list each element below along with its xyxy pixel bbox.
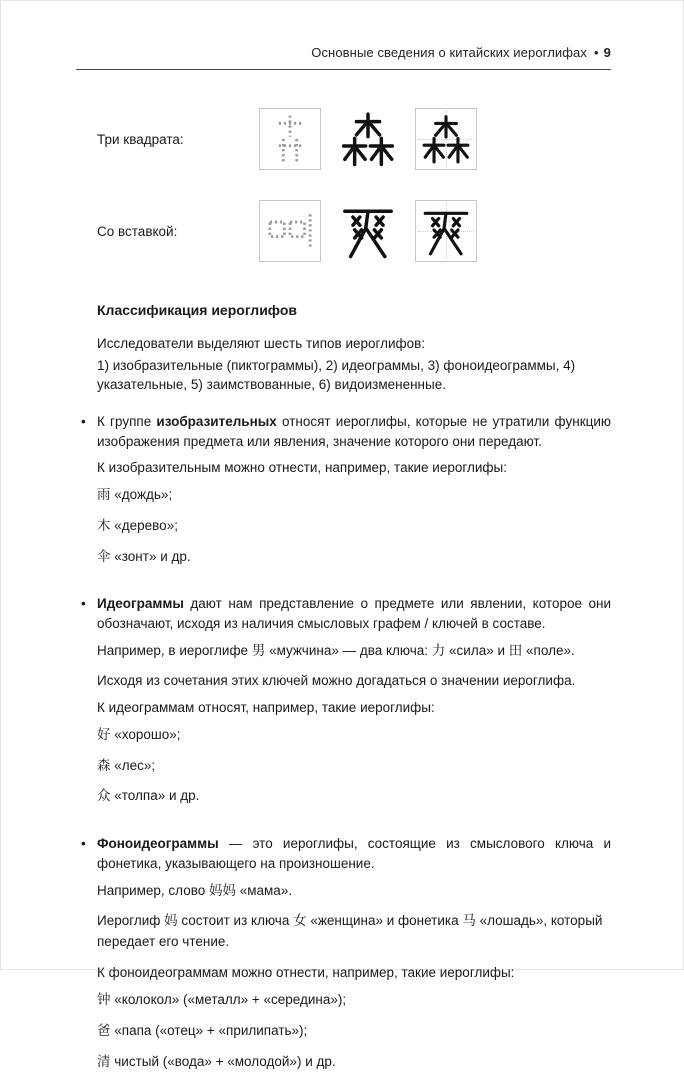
running-head bbox=[76, 45, 611, 69]
character-grid-box bbox=[415, 200, 477, 262]
hanzi-shuang-glyph bbox=[337, 200, 399, 262]
example-label: Со вставкой: bbox=[97, 223, 178, 239]
intro-type-list: 1) изобразительные (пиктограммы), 2) идеограммы, 3) фоноидеограммы, 4) указательные, 5) заимствованные, 6) видоизмененные. bbox=[97, 357, 576, 393]
bullet-line: Исходя из сочетания этих ключей можно догадаться о значении иероглифа. bbox=[97, 673, 576, 689]
page-body bbox=[81, 300, 611, 1083]
header-rule bbox=[76, 69, 611, 70]
character-example-line: 清 чистый («вода» + «молодой») и др. bbox=[97, 1053, 336, 1069]
bullet-line: Например, слово 妈妈 «мама». bbox=[97, 882, 293, 898]
section-heading: Классификация иероглифов bbox=[97, 302, 298, 318]
bullet-lead-bold: Идеограммы bbox=[97, 596, 184, 612]
bullet-lead-bold: Фоноидеограммы bbox=[97, 836, 219, 852]
bullet-lead-rest: — это иероглифы, состоящие из смыслового ключа и фонетика, указывающего на произношение. bbox=[97, 836, 611, 871]
example-label: Три квадрата: bbox=[97, 131, 184, 147]
page-number: 9 bbox=[603, 45, 611, 60]
glyph-strip bbox=[259, 108, 477, 170]
bullet-item-phonoideograms bbox=[81, 834, 611, 1082]
stroke-guide-icon bbox=[262, 203, 318, 259]
bullet-marker: • bbox=[81, 836, 86, 852]
bullet-item-pictograms bbox=[81, 412, 611, 577]
bullet-marker: • bbox=[81, 596, 86, 612]
bullet-line: К идеограммам относят, например, такие иероглифы: bbox=[97, 700, 435, 716]
bullet-line: Иероглиф 妈 состоит из ключа 女 «женщина» и фонетика 马 «лошадь», который передает его чтение. bbox=[97, 913, 603, 950]
intro-line: Исследователи выделяют шесть типов иероглифов: bbox=[97, 336, 426, 352]
character-example-line: 伞 «зонт» и др. bbox=[97, 548, 191, 564]
stroke-guide-box bbox=[259, 108, 321, 170]
bullet-item-ideograms bbox=[81, 594, 611, 817]
character-example-line: 好 «хорошо»; bbox=[97, 726, 181, 742]
character-example-line: 钟 «колокол» («металл» + «середина»); bbox=[97, 991, 347, 1007]
bullet-lead bbox=[97, 412, 611, 451]
hanzi-shuang-icon bbox=[420, 205, 472, 257]
character-example-line: 木 «дерево»; bbox=[97, 517, 178, 533]
example-row-insertion bbox=[97, 200, 611, 262]
bullet-lead bbox=[97, 834, 611, 873]
bullet-lead-rest: дают нам представление о предмете или явлении, которое они обозначают, исходя из наличия смысловых графем / ключей в составе. bbox=[97, 596, 611, 631]
bullet-marker: • bbox=[81, 413, 86, 429]
character-grid-box bbox=[415, 108, 477, 170]
bullet-lead-rest: относят иероглифы, которые не утратили функцию изображения предмета или явления, значение которого они передают. bbox=[97, 413, 611, 449]
glyph-strip bbox=[259, 200, 477, 262]
bullet-line: К изобразительным можно отнести, например, такие иероглифы: bbox=[97, 460, 507, 476]
examples-section bbox=[97, 108, 611, 262]
bullet-lead bbox=[97, 594, 611, 633]
character-example-line: 爸 «папа («отец» + «прилипать»); bbox=[97, 1022, 308, 1038]
header-separator: • bbox=[594, 45, 599, 60]
hanzi-sen-icon bbox=[420, 113, 472, 165]
character-example-line: 森 «лес»; bbox=[97, 757, 156, 773]
stroke-guide-box bbox=[259, 200, 321, 262]
hanzi-sen-glyph bbox=[337, 108, 399, 170]
character-example-line: 雨 «дождь»; bbox=[97, 486, 173, 502]
hanzi-shuang-icon bbox=[339, 202, 397, 260]
bullet-content bbox=[97, 412, 611, 577]
bullet-lead-bold: изобразительных bbox=[156, 413, 277, 429]
hanzi-sen-icon bbox=[339, 110, 397, 168]
bullet-lead-pre: К группе bbox=[97, 413, 157, 429]
bullet-content bbox=[97, 834, 611, 1082]
bullet-content bbox=[97, 594, 611, 817]
character-example-line: 众 «толпа» и др. bbox=[97, 788, 200, 804]
example-row-three-squares bbox=[97, 108, 611, 170]
running-title: Основные сведения о китайских иероглифах bbox=[311, 45, 587, 60]
page-header bbox=[1, 1, 683, 70]
bullet-line: К фоноидеограммам можно отнести, например, такие иероглифы: bbox=[97, 965, 515, 981]
bullet-line: Например, в иероглифе 男 «мужчина» — два ключа: 力 «сила» и 田 «поле». bbox=[97, 642, 575, 658]
stroke-guide-icon bbox=[262, 111, 318, 167]
